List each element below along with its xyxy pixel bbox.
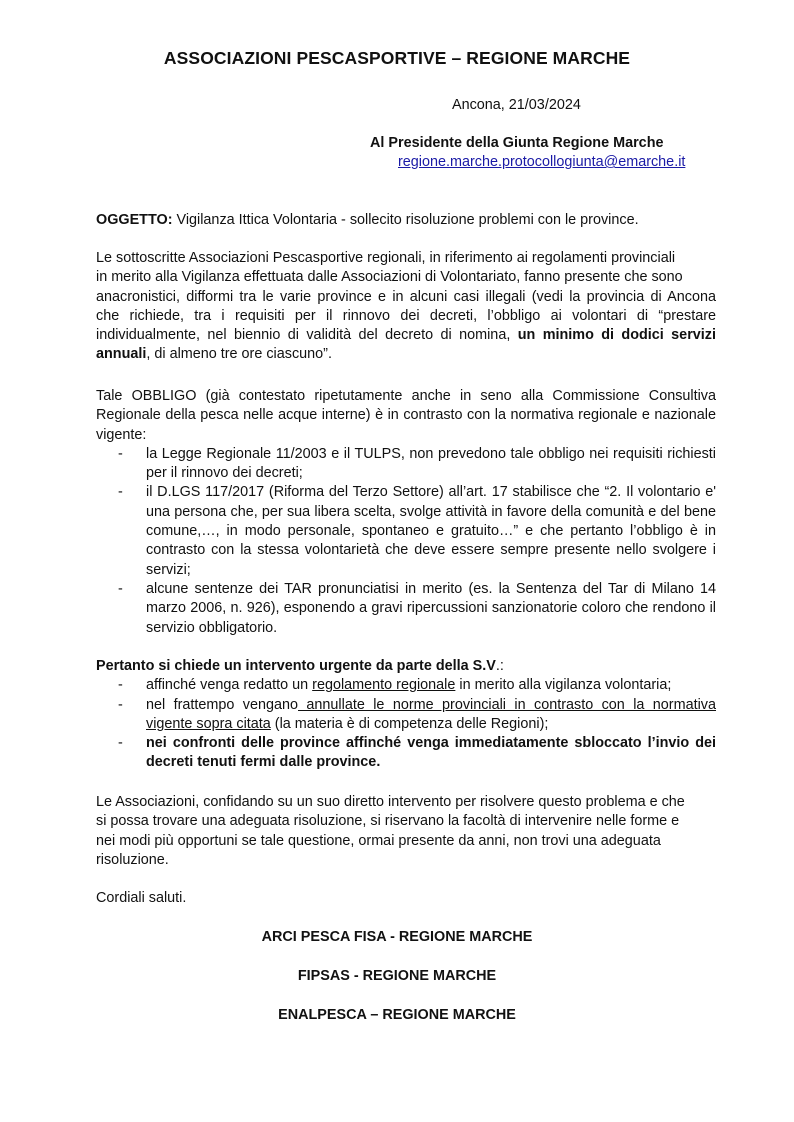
dash-bullet: - (118, 580, 123, 597)
dash-bullet: - (118, 696, 123, 713)
addressee-email-link[interactable]: regione.marche.protocollogiunta@emarche.it (398, 154, 686, 170)
signature-enalpesca: ENALPESCA – REGIONE MARCHE (278, 1007, 516, 1023)
bold-text: Pertanto si chiede un intervento urgente da parte della S.V (96, 658, 496, 674)
list-item-text: affinché venga redatto un (146, 677, 313, 694)
letter-date: Ancona, 21/03/2024 (452, 97, 581, 113)
greeting: Cordiali saluti. (96, 890, 187, 906)
list-item-text: la Legge Regionale 11/2003 e il TULPS, non prevedono tale obbligo nei requisiti richiesti per il rinnovo dei decreti; (146, 445, 716, 482)
subject-line (96, 211, 716, 230)
subject-label: OGGETTO: (96, 212, 173, 228)
bold-list-item-text: nei confronti delle province affinché venga immediatamente sbloccato l’invio dei decreti tenuti fermi dalle province. (146, 735, 716, 771)
list-item (96, 676, 716, 695)
list-item-text: nel frattempo vengano (146, 696, 299, 713)
list-item-text: il D.LGS 117/2017 (Riforma del Terzo Settore) all’art. 17 stabilisce che “2. Il volontario e' una persona che, per sua libera scelta, svolge attività in favore della comunità e del bene comune,…, in modo personale, spontaneo e gratuito…” e che pertanto l’obbligo è in contrasto con la stessa volontarietà che deve essere sempre presente nello svolgere i servizi; (146, 484, 716, 578)
paragraph-obligation (96, 387, 716, 638)
paragraph-line: anacronistici, difformi tra le varie province e in alcuni casi illegali (vedi la provincia di Ancona (96, 288, 716, 305)
list-item-text: alcune sentenze dei TAR pronunciatisi in merito (es. la Sentenza del Tar di Milano 14 marzo 2006, n. 926), esponendo a gravi ripercussioni sanzionatorie coloro che rendono il servizio obbligatorio. (146, 580, 716, 636)
dash-bullet: - (118, 735, 123, 752)
paragraph-text: individualmente, nel biennio di validità del decreto di nomina, (96, 327, 518, 344)
bold-text: un minimo di dodici servizi (517, 327, 716, 344)
list-item-text: (la materia è di competenza delle Regioni); (270, 715, 549, 732)
paragraph-line (96, 326, 716, 345)
paragraph-line: nei modi più opportuni se tale questione, ormai presente da anni, non trovi una adeguata (96, 832, 661, 849)
paragraph-line: risoluzione. (96, 851, 169, 868)
list-item-text: in merito alla vigilanza volontaria; (455, 677, 672, 694)
list-item (96, 696, 716, 735)
list-item (96, 445, 716, 484)
paragraph-closing (96, 793, 716, 870)
paragraph-line: che richiede, tra i requisiti per il rinnovo dei decreti, l’obbligo ai volontari di “prestare (96, 307, 716, 324)
list-item (96, 483, 716, 579)
paragraph-line: in merito alla Vigilanza effettuata dalle Associazioni di Volontariato, fanno presente che sono (96, 269, 683, 286)
dash-bullet: - (118, 677, 123, 694)
underlined-text: annullate le norme provinciali in contrasto con la normativa vigente sopra citata (146, 696, 716, 732)
addressee: Al Presidente della Giunta Regione Marche (370, 135, 664, 151)
underlined-text: regolamento regionale (312, 677, 456, 694)
paragraph-intro (96, 249, 716, 365)
paragraph-line: Le sottoscritte Associazioni Pescasportive regionali, in riferimento ai regolamenti provinciali (96, 250, 676, 266)
document-title: ASSOCIAZIONI PESCASPORTIVE – REGIONE MARCHE (163, 48, 631, 68)
dash-bullet: - (118, 445, 123, 462)
request-list (96, 676, 716, 772)
request-section (96, 657, 716, 773)
paragraph-text: Tale OBBLIGO (già contestato ripetutamente anche in seno alla Commissione Consultiva Regionale della pesca nelle acque interne) è in contrasto con la normativa regionale e nazionale vigente: (96, 388, 716, 443)
subject-text: Vigilanza Ittica Volontaria - sollecito risoluzione problemi con le province. (172, 212, 639, 228)
list-item (96, 734, 716, 773)
bold-text: annuali (96, 346, 147, 363)
obligation-list (96, 445, 716, 638)
paragraph-text: , di almeno tre ore ciascuno”. (146, 346, 332, 363)
paragraph-line: Le Associazioni, confidando su un suo diretto intervento per risolvere questo problema e che (96, 794, 685, 810)
list-item (96, 580, 716, 638)
paragraph-line: si possa trovare una adeguata risoluzione, si riservano la facoltà di intervenire nelle forme e (96, 813, 680, 830)
heading-end: .: (495, 658, 504, 674)
signature-fipsas: FIPSAS - REGIONE MARCHE (297, 968, 497, 984)
signature-arci: ARCI PESCA FISA - REGIONE MARCHE (261, 929, 533, 945)
dash-bullet: - (118, 484, 123, 501)
request-heading (96, 657, 716, 676)
paragraph-line (96, 345, 716, 364)
